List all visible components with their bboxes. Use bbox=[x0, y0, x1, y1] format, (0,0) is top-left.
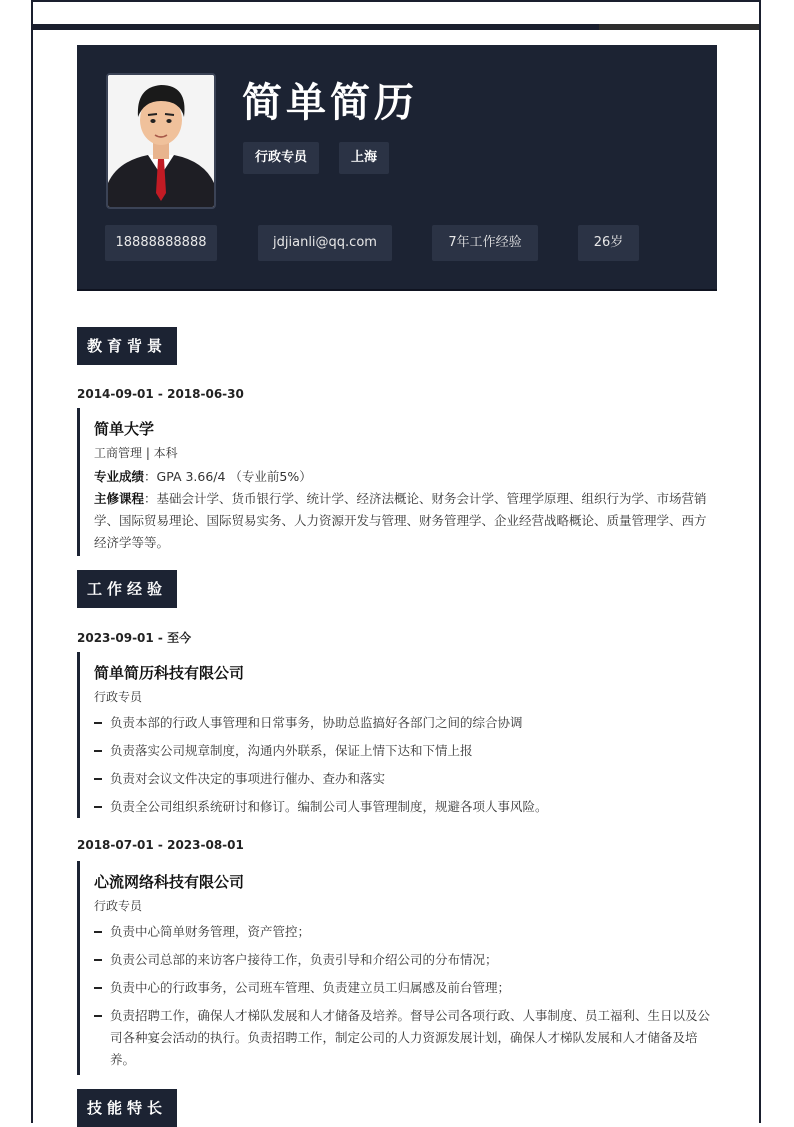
experience-field: 7年工作经验 bbox=[432, 225, 538, 261]
job-block bbox=[77, 652, 717, 818]
list-item: 负责对会议文件决定的事项进行催办、查办和落实 bbox=[94, 768, 717, 790]
job-duties bbox=[94, 921, 717, 1071]
courses-line bbox=[94, 488, 717, 554]
company-name: 心流网络科技有限公司 bbox=[94, 873, 245, 891]
company-name: 简单简历科技有限公司 bbox=[94, 664, 245, 682]
education-block bbox=[77, 408, 717, 556]
age-field: 26岁 bbox=[578, 225, 639, 261]
job-title-tag: 行政专员 bbox=[243, 142, 319, 174]
list-item: 负责本部的行政人事管理和日常事务，协助总监搞好各部门之间的综合协调 bbox=[94, 712, 717, 734]
job-date: 2023-09-01 - 至今 bbox=[77, 631, 192, 645]
list-item: 负责中心的行政事务，公司班车管理、负责建立员工归属感及前台管理； bbox=[94, 977, 717, 999]
job-date: 2018-07-01 - 2023-08-01 bbox=[77, 838, 244, 852]
phone-field: 18888888888 bbox=[105, 225, 217, 261]
grade-value: ：GPA 3.66/4 （专业前5%） bbox=[144, 469, 312, 484]
top-accent-bar bbox=[33, 24, 759, 30]
list-item: 负责全公司组织系统研讨和修订。编制公司人事管理制度，规避各项人事风险。 bbox=[94, 796, 717, 818]
email-field: jdjianli@qq.com bbox=[258, 225, 392, 261]
resume-name: 简单简历 bbox=[242, 80, 418, 126]
avatar bbox=[106, 73, 216, 209]
grade-line bbox=[94, 466, 717, 488]
major: 工商管理 | 本科 bbox=[94, 446, 178, 460]
section-title-education: 教育背景 bbox=[77, 327, 177, 365]
grade-label: 专业成绩 bbox=[94, 469, 145, 484]
resume-page bbox=[31, 0, 761, 1123]
job-duties bbox=[94, 712, 717, 818]
school-name: 简单大学 bbox=[94, 420, 155, 438]
list-item: 负责招聘工作，确保人才梯队发展和人才储备及培养。督导公司各项行政、人事制度、员工福利、生日以及公司各种宴会活动的执行。负责招聘工作，制定公司的人力资源发展计划，确保人才梯队发展和人才储备及培养。 bbox=[94, 1005, 717, 1071]
location-tag: 上海 bbox=[339, 142, 389, 174]
courses-value: ：基础会计学、货币银行学、统计学、经济法概论、财务会计学、管理学原理、组织行为学、市场营销学、国际贸易理论、国际贸易实务、人力资源开发与管理、财务管理学、企业经营战略概论、质量管理学、西方经济学等等。 bbox=[94, 491, 707, 550]
section-title-skills: 技能特长 bbox=[77, 1089, 177, 1127]
list-item: 负责中心简单财务管理，资产管控； bbox=[94, 921, 717, 943]
section-title-work: 工作经验 bbox=[77, 570, 177, 608]
job-role: 行政专员 bbox=[94, 690, 143, 704]
list-item: 负责落实公司规章制度，沟通内外联系，保证上情下达和下情上报 bbox=[94, 740, 717, 762]
list-item: 负责公司总部的来访客户接待工作，负责引导和介绍公司的分布情况； bbox=[94, 949, 717, 971]
job-block bbox=[77, 861, 717, 1075]
courses-label: 主修课程 bbox=[94, 491, 145, 506]
header-card bbox=[77, 45, 717, 291]
education-date: 2014-09-01 - 2018-06-30 bbox=[77, 387, 244, 401]
job-role: 行政专员 bbox=[94, 899, 143, 913]
